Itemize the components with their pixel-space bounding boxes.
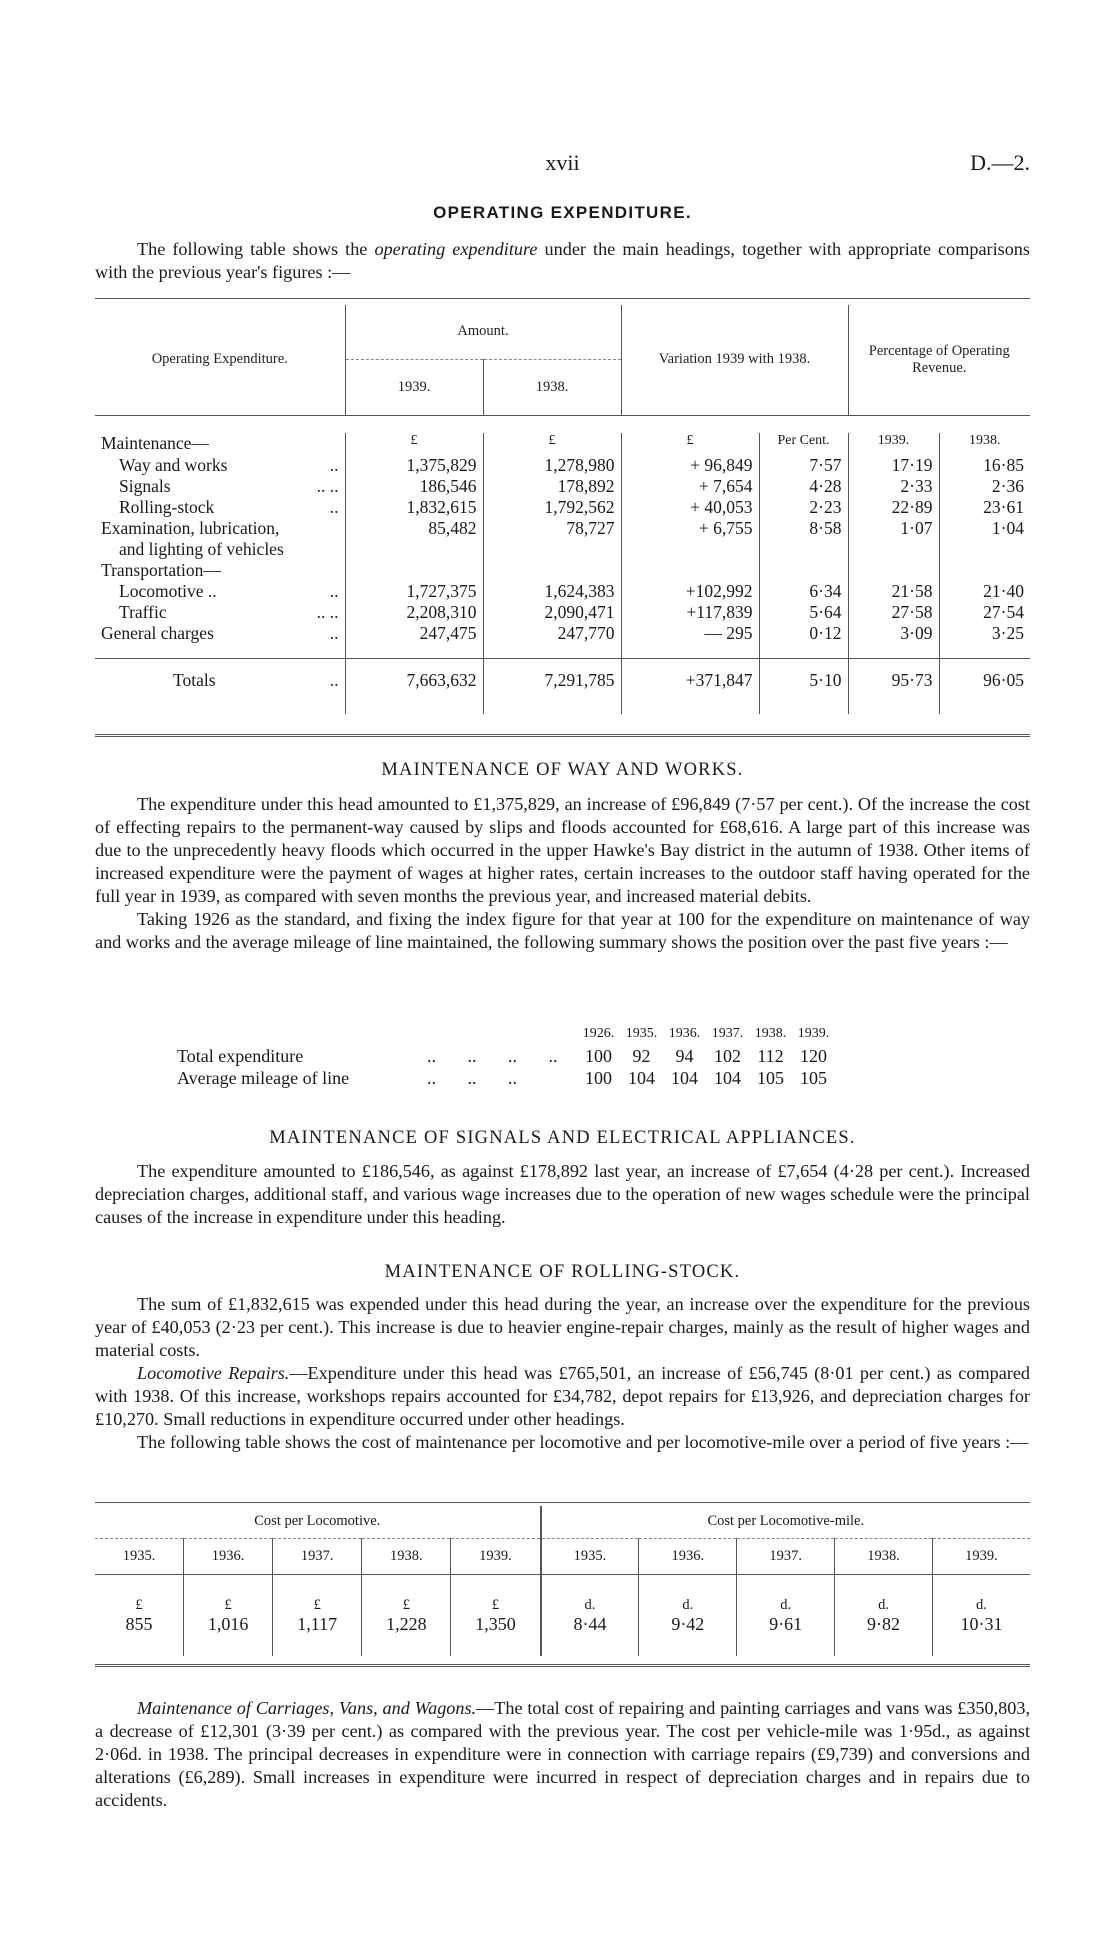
paragraph-emphasis: Locomotive Repairs. — [137, 1363, 290, 1383]
intro-emphasis: operating expenditure — [374, 239, 538, 259]
table-row — [95, 623, 1030, 644]
year-header: 1939. — [932, 1538, 1030, 1574]
cost-value: 1,350 — [451, 1614, 541, 1656]
variation-value: + 7,654 — [621, 476, 759, 497]
variation-percent: 7·57 — [759, 455, 848, 476]
section-heading-signals: MAINTENANCE OF SIGNALS AND ELECTRICAL APPLIANCES. — [269, 1128, 856, 1148]
variation-value: + 40,053 — [621, 497, 759, 518]
total-variation-percent: 5·10 — [759, 658, 848, 702]
index-year: 1926. — [582, 1026, 615, 1041]
paragraph-text: —The total cost of repairing and painting carriages and vans was £350,803, a decrease of £12,301 (3·39 per cent.) as compared with the previous year. The cost per vehicle-mile was 1·95d., as against 2·06d. in 1938. The principal decreases in expenditure were in connection with carriage repairs (£9,739) and conversions and alterations (£6,289). Small increases in expenditure were incurred in respect of depreciation charges and in repairs due to accidents. — [95, 1698, 1030, 1810]
table-row — [95, 497, 1030, 518]
year-header: 1936. — [639, 1538, 737, 1574]
index-row-label: Total expenditure — [177, 1046, 304, 1066]
page-title: OPERATING EXPENDITURE. — [433, 203, 692, 222]
cost-value: 855 — [125, 1614, 153, 1634]
total-variation: +371,847 — [621, 658, 759, 702]
paragraph — [95, 1362, 1030, 1431]
unit-label: £ — [362, 1574, 451, 1614]
revenue-pct-1939: 3·09 — [848, 623, 939, 644]
revenue-pct-1938: 3·25 — [939, 623, 1030, 644]
table-row — [95, 602, 1030, 623]
section-heading-way: MAINTENANCE OF WAY AND WORKS. — [381, 760, 744, 780]
totals-row — [95, 658, 1030, 702]
intro-paragraph — [95, 238, 1030, 284]
variation-percent: 0·12 — [759, 623, 848, 644]
table-row — [95, 1614, 1030, 1656]
index-value: 100 — [585, 1046, 612, 1066]
revenue-pct-1938: 1·04 — [939, 518, 1030, 539]
variation-value: + 96,849 — [621, 455, 759, 476]
table-row — [177, 1045, 835, 1067]
variation-percent: 2·23 — [759, 497, 848, 518]
loco-table-top-rule — [95, 1502, 1030, 1503]
index-value: 120 — [800, 1046, 827, 1066]
row-label: Transportation— — [101, 560, 221, 580]
table-row — [95, 581, 1030, 602]
revenue-pct-1939: 17·19 — [848, 455, 939, 476]
table-bottom-rule — [95, 734, 1030, 737]
revenue-pct-1939: 2·33 — [848, 476, 939, 497]
paragraph: The expenditure under this head amounted to £1,375,829, an increase of £96,849 (7·57 per cent.). Of the increase the cost of effecting repairs to the permanent-way caused by slips and floods accounted for £68,616. A large part of this increase was due to the unprecedently heavy floods which occurred in the upper Hawke's Bay district in the autumn of 1938. Other items of increased expenditure were the payment of wages at higher rates, certain increases to the outdoor staff having operated for the full year in 1939, as compared with seven months the previous year, and increased material debits. — [95, 794, 1030, 906]
leader-dots: .. — [329, 497, 339, 517]
header-cost-per-locomotive: Cost per Locomotive. — [95, 1506, 541, 1538]
year-header: 1939. — [451, 1538, 541, 1574]
revenue-pct-1938: 21·40 — [939, 581, 1030, 602]
variation-value: +102,992 — [621, 581, 759, 602]
leader-dots: .. .. .. .. — [427, 1046, 558, 1066]
paragraph-text: —Expenditure under this head was £765,501, an increase of £56,745 (8·01 per cent.) as compared with 1938. Of this increase, workshops repairs accounted for £34,782, depot repairs for £13,926, and depreciation charges for £10,270. Small reductions in expenditure occurred under other headings. — [95, 1363, 1030, 1429]
section-heading-rolling-stock: MAINTENANCE OF ROLLING-STOCK. — [384, 1262, 741, 1282]
index-value: 104 — [628, 1068, 655, 1088]
paragraph: The following table shows the cost of maintenance per locomotive and per locomotive-mile over a period of five years :— — [137, 1432, 1029, 1452]
variation-percent: 6·34 — [759, 581, 848, 602]
table-top-rule — [95, 298, 1030, 299]
row-label: Rolling-stock — [119, 497, 215, 517]
cost-value: 9·61 — [737, 1614, 835, 1656]
header-1939: 1939. — [345, 359, 483, 415]
row-label: Traffic — [119, 602, 167, 622]
revenue-pct-1938: 23·61 — [939, 497, 1030, 518]
revenue-pct-1939: 1·07 — [848, 518, 939, 539]
paragraph: The expenditure amounted to £186,546, as against £178,892 last year, an increase of £7,654 (4·28 per cent.). Increased depreciation charges, additional staff, and various wage increases due to the operation of new wages schedule were the principal causes of the increase in expenditure under this heading. — [95, 1161, 1030, 1227]
cost-value: 9·42 — [639, 1614, 737, 1656]
unit-label: d. — [932, 1574, 1030, 1614]
header-cost-per-locomotive-mile: Cost per Locomotive-mile. — [541, 1506, 1030, 1538]
cost-value: 8·44 — [541, 1614, 639, 1656]
leader-dots: .. .. — [316, 476, 339, 496]
unit-1938: 1938. — [939, 433, 1030, 455]
cost-value: 1,228 — [362, 1614, 451, 1656]
index-summary-table — [177, 1023, 835, 1089]
header-amount: Amount. — [345, 305, 621, 359]
revenue-pct-1938: 2·36 — [939, 476, 1030, 497]
page-number: xvii — [545, 150, 580, 175]
operating-expenditure-table — [95, 305, 1030, 714]
amount-1939: 85,482 — [345, 518, 483, 539]
totals-label: Totals — [173, 669, 216, 690]
row-label: Examination, lubrication, — [101, 518, 280, 538]
index-value: 104 — [714, 1068, 741, 1088]
locomotive-cost-table — [95, 1506, 1030, 1656]
document-reference: D.—2. — [970, 150, 1030, 175]
total-1938: 7,291,785 — [483, 658, 621, 702]
unit-label: £ — [273, 1574, 362, 1614]
amount-1938: 247,770 — [483, 623, 621, 644]
cost-value: 1,117 — [273, 1614, 362, 1656]
index-year: 1937. — [711, 1026, 744, 1041]
unit-label: d. — [639, 1574, 737, 1614]
leader-dots: .. — [329, 623, 339, 643]
variation-percent: 5·64 — [759, 602, 848, 623]
unit-per-cent: Per Cent. — [759, 433, 848, 455]
index-year: 1938. — [754, 1026, 787, 1041]
header-percentage: Percentage of Operating Revenue. — [848, 305, 1030, 415]
index-row-label: Average mileage of line — [177, 1068, 350, 1088]
index-value: 94 — [675, 1046, 694, 1066]
section-way-text — [95, 793, 1030, 954]
header-operating-expenditure: Operating Expenditure. — [151, 351, 288, 368]
table-row — [95, 539, 1030, 560]
header-variation: Variation 1939 with 1938. — [621, 305, 848, 415]
row-label: Way and works — [119, 455, 228, 475]
index-value: 105 — [757, 1068, 784, 1088]
unit-label: £ — [135, 1597, 143, 1613]
unit-pound: £ — [483, 433, 621, 455]
amount-1938: 1,278,980 — [483, 455, 621, 476]
row-label: and lighting of vehicles — [119, 539, 284, 559]
leader-dots: .. — [329, 455, 339, 475]
revenue-pct-1938: 16·85 — [939, 455, 1030, 476]
index-value: 92 — [632, 1046, 651, 1066]
page-header — [95, 150, 1030, 180]
unit-label: £ — [451, 1574, 541, 1614]
amount-1938: 178,892 — [483, 476, 621, 497]
amount-1939: 1,375,829 — [345, 455, 483, 476]
year-header: 1937. — [737, 1538, 835, 1574]
year-header: 1938. — [835, 1538, 933, 1574]
total-revenue-pct-1939: 95·73 — [848, 658, 939, 702]
unit-pound: £ — [345, 433, 483, 455]
index-value: 100 — [585, 1068, 612, 1088]
amount-1939: 1,832,615 — [345, 497, 483, 518]
unit-label: d. — [541, 1574, 639, 1614]
leader-dots: .. — [329, 581, 339, 601]
section-signals-text — [95, 1160, 1030, 1229]
index-year: 1939. — [797, 1026, 830, 1041]
cost-value: 9·82 — [835, 1614, 933, 1656]
header-1938: 1938. — [483, 359, 621, 415]
variation-value: — 295 — [621, 623, 759, 644]
year-header: 1938. — [362, 1538, 451, 1574]
revenue-pct-1939: 21·58 — [848, 581, 939, 602]
leader-dots: .. — [329, 669, 339, 690]
unit-pound: £ — [621, 433, 759, 455]
index-year: 1936. — [668, 1026, 701, 1041]
amount-1939: 1,727,375 — [345, 581, 483, 602]
year-header: 1935. — [541, 1538, 639, 1574]
amount-1938: 78,727 — [483, 518, 621, 539]
leader-dots: .. .. — [316, 602, 339, 622]
index-value: 105 — [800, 1068, 827, 1088]
amount-1938: 1,792,562 — [483, 497, 621, 518]
intro-text-after: under the main headings, together with appropriate comparisons with the previous year's figures :— — [95, 239, 1030, 282]
paragraph — [95, 1697, 1030, 1812]
table-row — [95, 476, 1030, 497]
section-carriages-text — [95, 1697, 1030, 1812]
cost-value: 10·31 — [932, 1614, 1030, 1656]
paragraph: The sum of £1,832,615 was expended under this head during the year, an increase over the expenditure for the previous year of £40,053 (2·23 per cent.). This increase is due to heavier engine-repair charges, mainly as the result of higher wages and material costs. — [95, 1294, 1030, 1360]
total-revenue-pct-1938: 96·05 — [939, 658, 1030, 702]
variation-percent: 4·28 — [759, 476, 848, 497]
revenue-pct-1938: 27·54 — [939, 602, 1030, 623]
table-row — [95, 560, 1030, 581]
row-label: Maintenance— — [101, 433, 209, 453]
table-row — [95, 455, 1030, 476]
amount-1939: 2,208,310 — [345, 602, 483, 623]
cost-value: 1,016 — [184, 1614, 273, 1656]
index-value: 102 — [714, 1046, 741, 1066]
variation-percent: 8·58 — [759, 518, 848, 539]
revenue-pct-1939: 22·89 — [848, 497, 939, 518]
amount-1939: 247,475 — [345, 623, 483, 644]
index-value: 104 — [671, 1068, 698, 1088]
variation-value: +117,839 — [621, 602, 759, 623]
intro-text-before: The following table shows the — [137, 239, 375, 259]
paragraph-emphasis: Maintenance of Carriages, Vans, and Wagons. — [137, 1698, 477, 1718]
row-label: Signals — [119, 476, 171, 496]
revenue-pct-1939: 27·58 — [848, 602, 939, 623]
year-header: 1937. — [273, 1538, 362, 1574]
year-header: 1935. — [122, 1547, 156, 1564]
total-1939: 7,663,632 — [345, 658, 483, 702]
index-value: 112 — [757, 1046, 784, 1066]
unit-1939: 1939. — [848, 433, 939, 455]
unit-label: d. — [835, 1574, 933, 1614]
unit-label: £ — [184, 1574, 273, 1614]
year-header: 1936. — [184, 1538, 273, 1574]
amount-1939: 186,546 — [345, 476, 483, 497]
section-rolling-text — [95, 1293, 1030, 1454]
row-label: Locomotive .. — [119, 581, 217, 601]
paragraph: Taking 1926 as the standard, and fixing the index figure for that year at 100 for the expenditure on maintenance of way and works and the average mileage of line maintained, the following summary shows the position over the past five years :— — [95, 909, 1030, 952]
variation-value: + 6,755 — [621, 518, 759, 539]
row-label: General charges — [101, 623, 214, 643]
index-year: 1935. — [625, 1026, 658, 1041]
leader-dots: .. .. .. — [427, 1068, 517, 1088]
unit-label: d. — [737, 1574, 835, 1614]
table-row — [177, 1067, 835, 1089]
amount-1938: 2,090,471 — [483, 602, 621, 623]
loco-table-bottom-rule — [95, 1664, 1030, 1667]
amount-1938: 1,624,383 — [483, 581, 621, 602]
table-row — [95, 518, 1030, 539]
